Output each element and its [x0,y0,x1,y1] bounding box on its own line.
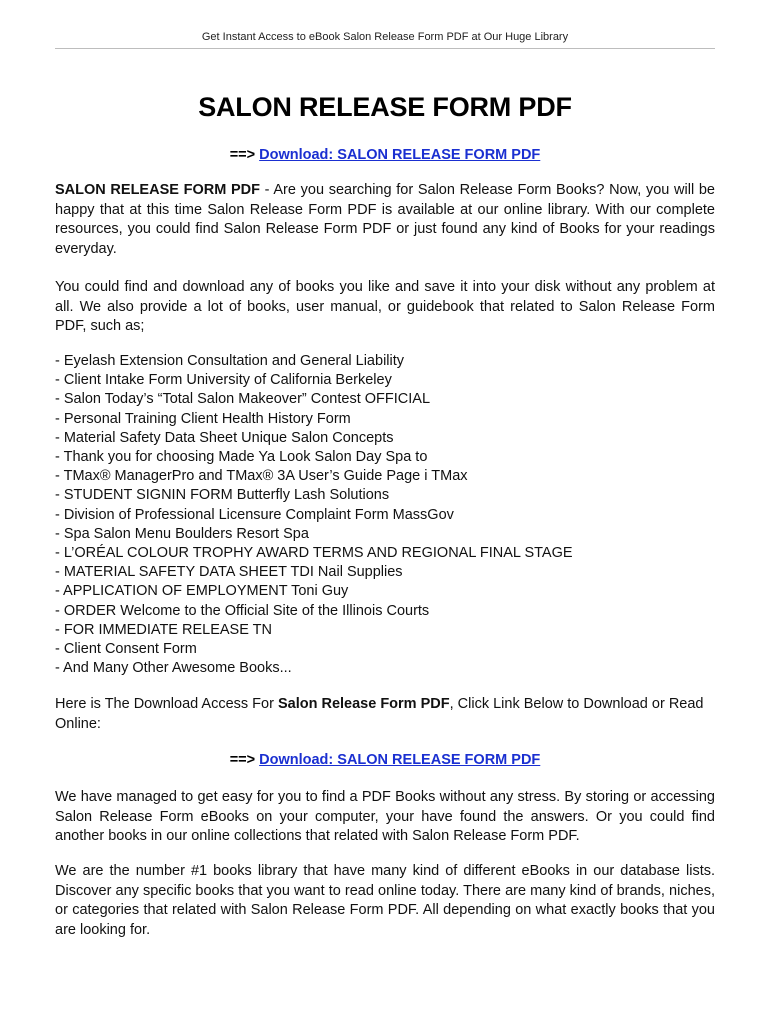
list-item: - Personal Training Client Health History Form [55,410,351,427]
managed-paragraph: We have managed to get easy for you to find a PDF Books without any stress. By storing or accessing Salon Release Form eBooks on your computer, your have found the answers. Or you could find another books in our online collections that related with Salon Release Form PDF. [55,789,715,844]
list-item: - Client Intake Form University of California Berkeley [55,372,392,389]
list-item: - ORDER Welcome to the Official Site of the Illinois Courts [55,602,430,619]
list-item: - Spa Salon Menu Boulders Resort Spa [55,525,309,542]
related-books-paragraph: You could find and download any of books you like and save it into your disk without any problem at all. We also provide a lot of books, user manual, or guidebook that related to Salon Release Form PDF, such as; [55,279,715,334]
list-item: - Thank you for choosing Made Ya Look Salon Day Spa to [55,449,428,466]
document-title: SALON RELEASE FORM PDF [198,92,572,122]
intro-text: - Are you searching for Salon Release Form Books? Now, you will be happy that at this time Salon Release Form PDF is available at our online library. With our complete resources, you could find Salon Release Form PDF or just found any kind of Books for your readings everyday. [55,182,715,257]
list-item: - Material Safety Data Sheet Unique Salon Concepts [55,429,394,446]
library-paragraph: We are the number #1 books library that have many kind of different eBooks in our database lists. Discover any specific books that you want to read online today. There are many kind of brands, niches, or categories that related with Salon Release Form PDF. All depending on what exactly books that you are looking for. [55,863,715,938]
download-arrow: ==> [229,147,256,163]
list-item: - Eyelash Extension Consultation and General Liability [55,353,405,369]
list-item: - L’ORÉAL COLOUR TROPHY AWARD TERMS AND REGIONAL FINAL STAGE [55,545,573,562]
book-list [55,352,715,678]
access-bold-title: Salon Release Form PDF [277,696,450,712]
download-link-top[interactable]: Download: SALON RELEASE FORM PDF [259,147,541,163]
list-item: - MATERIAL SAFETY DATA SHEET TDI Nail Supplies [55,564,403,581]
list-item: - Division of Professional Licensure Complaint Form MassGov [55,506,454,523]
download-arrow: ==> [229,752,256,768]
list-item: - And Many Other Awesome Books... [55,660,292,677]
download-line-top [0,147,770,163]
download-access-paragraph [55,695,715,734]
list-item: - APPLICATION OF EMPLOYMENT Toni Guy [55,583,349,600]
download-line-bottom [0,752,770,768]
header-divider [55,48,715,49]
list-item: - STUDENT SIGNIN FORM Butterfly Lash Solutions [55,487,390,504]
list-item: - FOR IMMEDIATE RELEASE TN [55,621,272,638]
download-link-bottom[interactable]: Download: SALON RELEASE FORM PDF [259,752,541,768]
list-item: - Client Consent Form [55,641,197,658]
page-header: Get Instant Access to eBook Salon Release Form PDF at Our Huge Library [201,31,569,43]
intro-bold-title: SALON RELEASE FORM PDF [55,182,260,198]
access-prefix: Here is The Download Access For [55,696,278,712]
intro-paragraph [55,181,715,259]
list-item: - Salon Today’s “Total Salon Makeover” Contest OFFICIAL [55,391,431,408]
list-item: - TMax® ManagerPro and TMax® 3A User’s Guide Page i TMax [55,468,468,485]
access-suffix: , Click Link Below to Download or Read Online: [55,696,704,732]
